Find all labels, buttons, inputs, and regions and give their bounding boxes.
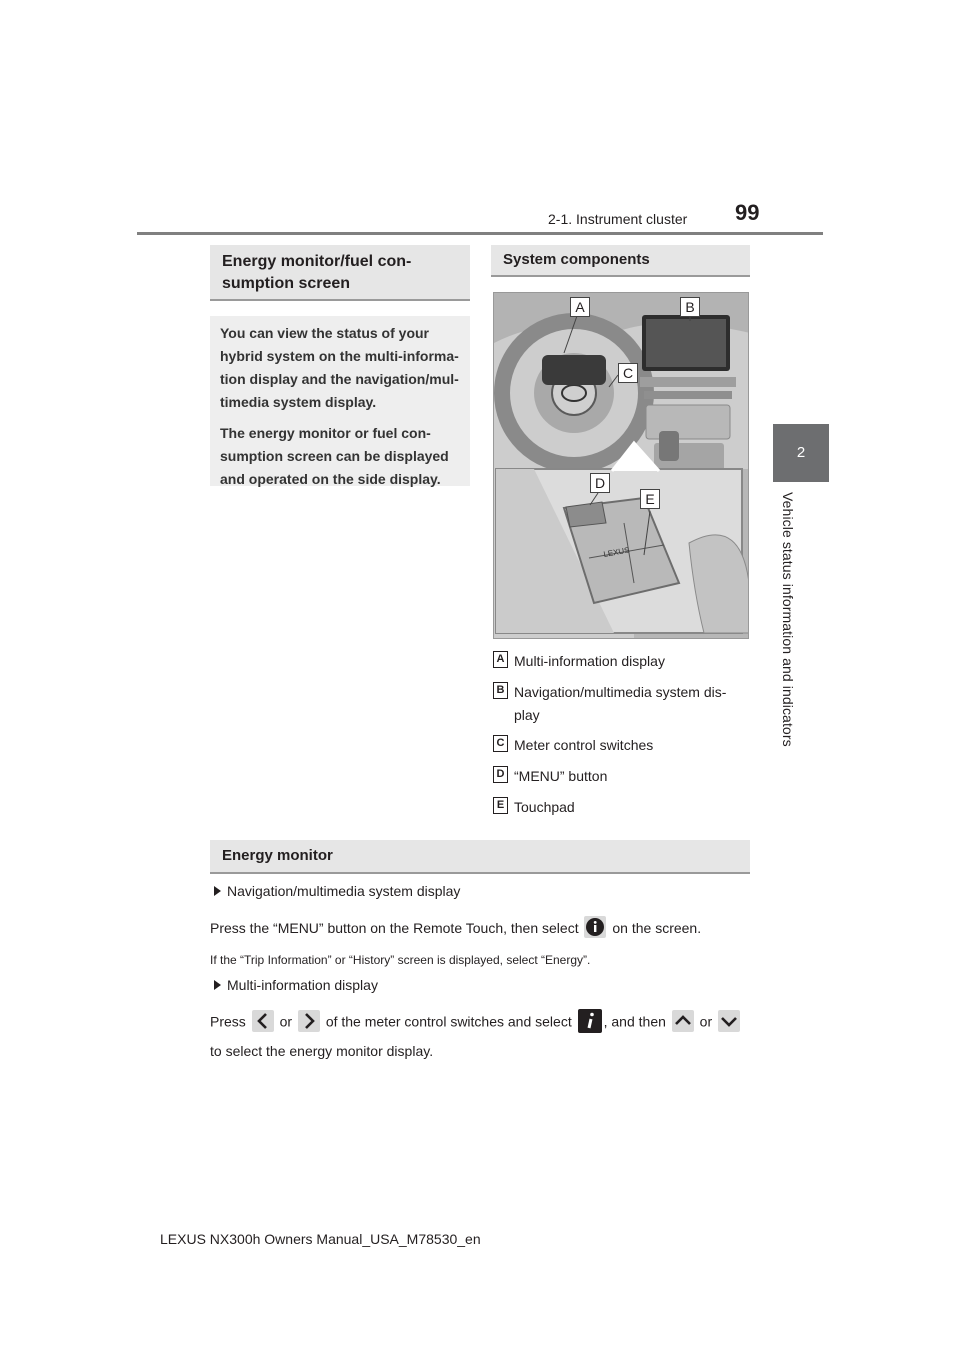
instruction-line-3: to select the energy monitor display. — [210, 1043, 434, 1059]
section-heading-energy-fuel: Energy monitor/fuel con-sumption screen — [210, 245, 470, 301]
bullet-navigation-display — [214, 883, 460, 899]
legend-text-d: “MENU” button — [514, 768, 608, 784]
bullet-marker-icon — [214, 886, 221, 896]
legend-badge-d: D — [493, 766, 508, 783]
legend-badge-b: B — [493, 682, 508, 699]
legend-item-e — [493, 796, 750, 819]
legend-text-e: Touchpad — [514, 799, 575, 815]
instruction-2-then: , and then — [603, 1013, 666, 1030]
legend-text-a: Multi-information display — [514, 653, 665, 669]
svg-text:LEXUS: LEXUS — [602, 545, 631, 559]
legend-badge-c: C — [493, 735, 508, 752]
legend-item-c — [493, 734, 750, 757]
chapter-title — [770, 492, 800, 754]
intro-paragraph-1: You can view the status of your hybrid system on the multi-informa-tion display and the navigation/mul-timedia system display. — [220, 325, 459, 410]
info-icon — [584, 916, 606, 938]
instruction-1-after: on the screen. — [612, 920, 702, 936]
system-components-illustration — [493, 292, 749, 639]
callout-c: C — [618, 363, 638, 383]
instruction-2-or-1: or — [279, 1013, 293, 1030]
intro-box — [210, 316, 470, 486]
instruction-2-mid: of the meter control switches and select — [325, 1013, 572, 1030]
callout-a: A — [570, 297, 590, 317]
info-i-icon — [578, 1009, 602, 1033]
legend-text-b: Navigation/multimedia system dis-play — [514, 684, 727, 723]
intro-paragraph-2: The energy monitor or fuel con-sumption screen can be displayed and operated on the side display. — [220, 425, 449, 487]
header-rule — [137, 232, 823, 235]
chevron-down-icon — [718, 1010, 740, 1032]
instruction-2-or-2: or — [699, 1013, 713, 1030]
bullet-navigation-text: Navigation/multimedia system display — [227, 883, 461, 899]
instruction-1-before: Press the “MENU” button on the Remote Touch, then select — [210, 920, 579, 936]
chapter-title-text: Vehicle status information and indicators — [780, 492, 796, 747]
page-footer: LEXUS NX300h Owners Manual_USA_M78530_en — [160, 1231, 481, 1247]
callout-b: B — [680, 297, 700, 317]
legend-item-d — [493, 765, 750, 788]
running-head: 2-1. Instrument cluster — [548, 211, 688, 227]
instruction-2-press: Press — [210, 1013, 246, 1030]
chevron-left-icon — [252, 1010, 274, 1032]
legend-badge-e: E — [493, 797, 508, 814]
chevron-up-icon — [672, 1010, 694, 1032]
legend-badge-a: A — [493, 651, 508, 668]
bullet-multi-info-display — [214, 977, 378, 993]
chapter-tab: 2 — [773, 424, 829, 482]
instruction-line-1 — [210, 920, 701, 938]
bullet-marker-icon — [214, 980, 221, 990]
note-trip-history: If the “Trip Information” or “History” screen is displayed, select “Energy”. — [210, 953, 591, 967]
legend-text-c: Meter control switches — [514, 737, 654, 753]
legend-item-b — [493, 681, 750, 727]
chevron-right-icon — [298, 1010, 320, 1032]
dashboard-illustration — [494, 293, 749, 639]
bullet-multi-info-text: Multi-information display — [227, 977, 378, 993]
legend-item-a — [493, 650, 750, 673]
section-heading-energy-monitor: Energy monitor — [210, 840, 750, 874]
section-heading-system-components: System components — [491, 245, 750, 277]
instruction-line-2 — [210, 1013, 742, 1033]
page-number: 99 — [735, 200, 760, 225]
callout-e: E — [640, 489, 660, 509]
callout-d: D — [590, 473, 610, 493]
